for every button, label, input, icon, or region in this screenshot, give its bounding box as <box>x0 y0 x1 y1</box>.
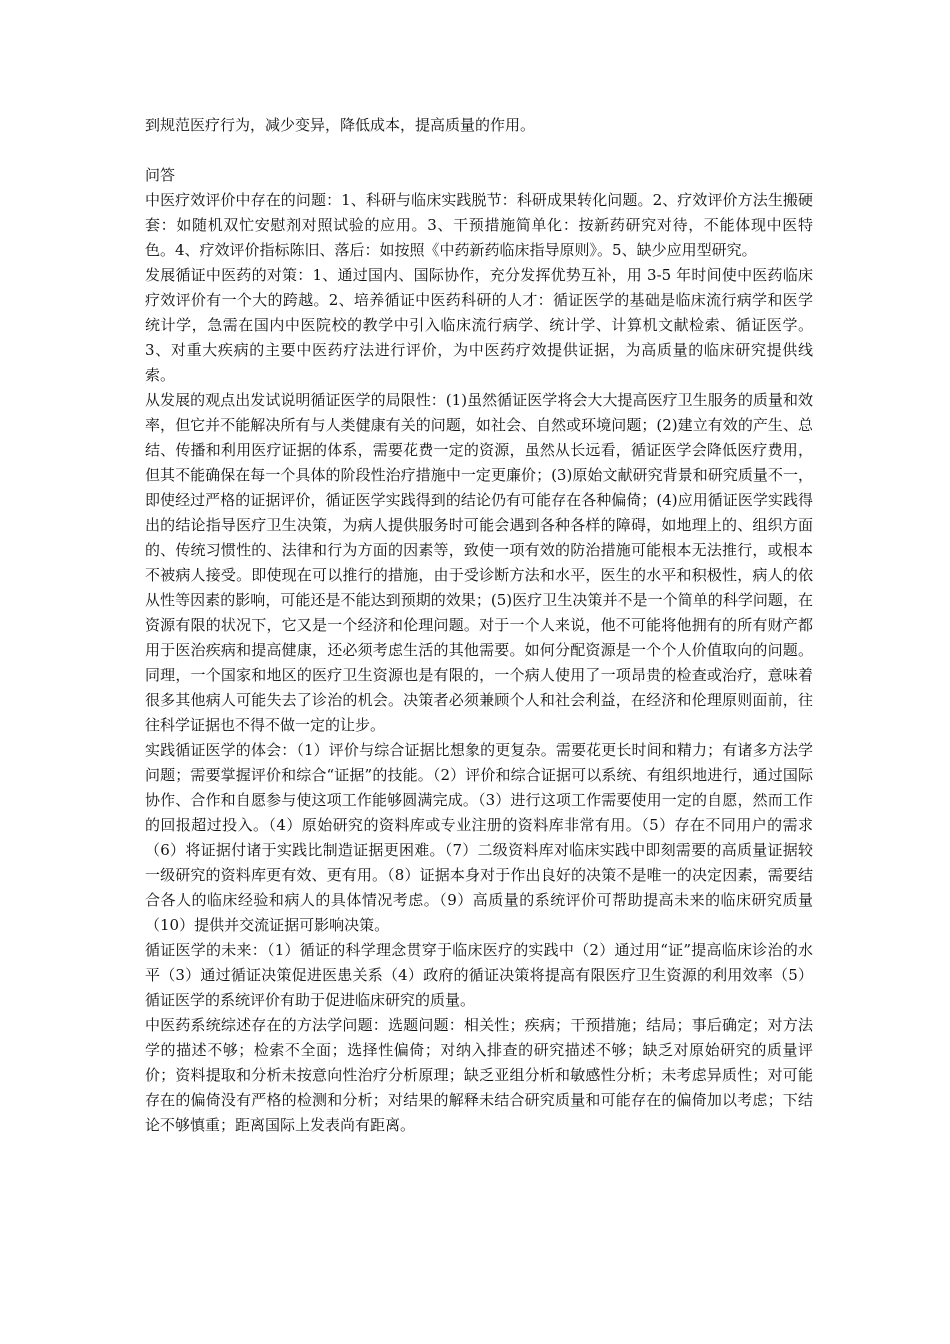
paragraph-tcm-systematic-review-methodology-issues: 中医药系统综述存在的方法学问题：选题问题：相关性；疾病；干预措施；结局；事后确定；对方法学的描述不够；检索不全面；选择性偏倚；对纳入排查的研究描述不够；缺乏对原始研究的质量评价；资料提取和分析未按意向性治疗分析原理；缺乏亚组分析和敏感性分析；未考虑异质性；对可能存在的偏倚没有严格的检测和分析；对结果的解释未结合研究质量和可能存在的偏倚加以考虑；下结论不够慎重；距离国际上发表尚有距离。 <box>145 1016 813 1134</box>
paragraph-ebm-future: 循证医学的未来：（1）循证的科学理念贯穿于临床医疗的实践中（2）通过用“证”提高临床诊治的水平（3）通过循证决策促进医患关系（4）政府的循证决策将提高有限医疗卫生资源的利用效率（5）循证医学的系统评价有助于促进临床研究的质量。 <box>145 941 813 1009</box>
paragraph-tcm-efficacy-evaluation-problems: 中医疗效评价中存在的问题：1、科研与临床实践脱节：科研成果转化问题。2、疗效评价方法生搬硬套：如随机双忙安慰剂对照试验的应用。3、干预措施简单化：按新药研究对待，不能体现中医特色。4、疗效评价指标陈旧、落后：如按照《中药新药临床指导原则》。5、缺少应用型研究。 <box>145 191 813 259</box>
intro-line: 到规范医疗行为，减少变异，降低成本，提高质量的作用。 <box>145 116 536 134</box>
paragraph-evidence-based-tcm-strategies: 发展循证中医药的对策：1、通过国内、国际协作，充分发挥优势互补，用 3-5 年时间使中医药临床疗效评价有一个大的跨越。2、培养循证中医药科研的人才：循证医学的基础是临床流行病学和医学统计学，急需在国内中医院校的教学中引入临床流行病学、统计学、计算机文献检索、循证医学。3、对重大疾病的主要中医药疗法进行评价，为中医药疗效提供证据，为高质量的临床研究提供线索。 <box>145 266 813 384</box>
blank-line <box>145 138 813 163</box>
paragraph-ebm-practice-experience: 实践循证医学的体会：（1）评价与综合证据比想象的更复杂。需要花更长时间和精力；有诸多方法学问题；需要掌握评价和综合“证据”的技能。（2）评价和综合证据可以系统、有组织地进行，通过国际协作、合作和自愿参与使这项工作能够圆满完成。（3）进行这项工作需要使用一定的自愿，然而工作的回报超过投入。（4）原始研究的资料库或专业注册的资料库非常有用。（5）存在不同用户的需求（6）将证据付诸于实践比制造证据更困难。（7）二级资料库对临床实践中即刻需要的高质量证据较一级研究的资料库更有效、更有用。（8）证据本身对于作出良好的决策不是唯一的决定因素，需要结合各人的临床经验和病人的具体情况考虑。（9）高质量的系统评价可帮助提高未来的临床研究质量（10）提供并交流证据可影响决策。 <box>145 741 813 934</box>
paragraph-ebm-limitations: 从发展的观点出发试说明循证医学的局限性：(1)虽然循证医学将会大大提高医疗卫生服务的质量和效率，但它并不能解决所有与人类健康有关的问题，如社会、自然或环境问题；(2)建立有效的产生、总结、传播和利用医疗证据的体系，需要花费一定的资源，虽然从长远看，循证医学会降低医疗费用，但其不能确保在每一个具体的阶段性治疗措施中一定更廉价；(3)原始文献研究背景和研究质量不一，即使经过严格的证据评价，循证医学实践得到的结论仍有可能存在各种偏倚；(4)应用循证医学实践得出的结论指导医疗卫生决策，为病人提供服务时可能会遇到各种各样的障碍，如地理上的、组织方面的、传统习惯性的、法律和行为方面的因素等，致使一项有效的防治措施可能根本无法推行，或根本不被病人接受。即使现在可以推行的措施，由于受诊断方法和水平，医生的水平和积极性，病人的依从性等因素的影响，可能还是不能达到预期的效果；(5)医疗卫生决策并不是一个简单的科学问题，在资源有限的状况下，它又是一个经济和伦理问题。对于一个人来说，他不可能将他拥有的所有财产都用于医治疾病和提高健康，还必须考虑生活的其他需要。如何分配资源是一个个人价值取向的问题。同理，一个国家和地区的医疗卫生资源也是有限的，一个病人使用了一项昂贵的检查或治疗，意味着很多其他病人可能失去了诊治的机会。决策者必须兼顾个人和社会利益，在经济和伦理原则面前，往往科学证据也不得不做一定的让步。 <box>145 391 813 734</box>
document-body <box>145 113 813 1138</box>
section-title: 问答 <box>145 166 176 184</box>
